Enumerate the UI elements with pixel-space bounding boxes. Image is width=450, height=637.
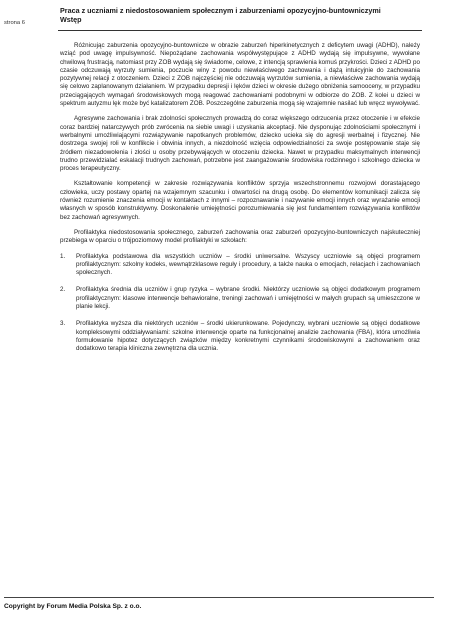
- list-text: Profilaktyka wyższa dla niektórych uczniów – środki ukierunkowane. Pojedynczy, wybrani uczniowie są objęci dodatkowe kompleksowymi oddziaływaniami: szkolne interwencje oparte na funkcjonalnej analizie zachowania (FBA), która umożliwia formułowanie hipotez dotyczących związków między konkretnymi czynnikami środowiskowymi a zachowaniem oraz dodatkowo terapia kliniczna zewnętrzna dla ucznia.: [76, 320, 420, 353]
- section-title: Wstęp: [60, 15, 82, 24]
- list-text: Profilaktyka średnia dla uczniów i grup ryzyka – wybrane środki. Niektórzy uczniowie są objęci dodatkowym programem profilaktycznym: klasowe interwencje behawioralne, treningi zachowań i umiejętności w małych grupach są umieszczone w planie lekcji.: [76, 286, 420, 311]
- list-text: Profilaktyka podstawowa dla wszystkich uczniów – środki uniwersalne. Wszyscy uczniowie są objęci programem profilaktycznym: szkolny kodeks, wewnątrzklasowe reguły i procedury, a także nauka o emocjach, relacjach i zachowaniach społecznych.: [76, 252, 420, 277]
- paragraph-1: Różnicując zaburzenia opozycyjno-buntownicze w obrazie zaburzeń hiperkinetycznych z deficytem uwagi (ADHD), należy wziąć pod uwagę impulsywność. Niepożądane zachowania współwystępujące z ADHD wydają się impulsywne, wywołane chwilową frustracją, natomiast przy ZOB wydają się świadome, celowe, z intencją sprawienia komuś przykrości. Dzieci z ADHD po czasie odczuwają wyrzuty sumienia, poczucie winy z powodu niewłaściwego zachowania i dążą intuicyjnie do zachowania pozytywnej relacji z otoczeniem. Dzieci z ZOB najczęściej nie odczuwają wyrzutów sumienia, a niewłaściwe zachowania wydają się celowo zaplanowanym działaniem. W przypadku depresji i lęków dzieci w okresie dużego obniżenia samooceny, w przypadku przeciągających wymagań środowiskowych mogą reagować zachowaniami podobnymi w odbiorze do ZOB. Z kolei u dzieci w spektrum autyzmu lęk może być katalizatorem ZOB. Poszczególne zaburzenia mogą się wzajemnie nasilać lub wręcz wywoływać.: [60, 42, 420, 108]
- prevention-levels-list: [60, 253, 420, 354]
- list-number: 1.: [60, 252, 66, 260]
- paragraph-2: Agresywne zachowania i brak zdolności społecznych prowadzą do coraz większego odrzucenia przez otoczenie i w efekcie coraz bardziej natarczywych prób zwrócenia na siebie uwagi i uzyskania akceptacji. Nie dysponując zdolnościami społecznymi i werbalnymi umożliwiającymi rozwiązywanie napotkanych problemów, dziecko ucieka się do agresji werbalnej i fizycznej. Nie dostrzega swojej roli w konflikcie i obwinia innych, a niezdolność wzięcia odpowiedzialności za swoje postępowanie staje się źródłem niezadowolenia i złości u osoby przebywających w otoczeniu dziecka. Nawet w przypadku maksymalnych interwencji trudno przewidzialać eskalacji trudnych zachowań, potrzebne jest zaangażowanie środowiska rodzinnego i szkolnego dziecka w proces terapeutyczny.: [60, 115, 420, 173]
- list-item: [60, 320, 420, 353]
- list-number: 3.: [60, 320, 66, 328]
- list-item: [60, 253, 420, 278]
- copyright-footer: Copyright by Forum Media Polska Sp. z o.o.: [4, 603, 142, 610]
- header-titles: [60, 6, 420, 24]
- paragraph-3: Kształtowanie kompetencji w zakresie rozwiązywania konfliktów sprzyja wszechstronnemu rozwojowi dorastającego człowieka, uczy postawy opartej na wzajemnym szacunku i otwartości na drugą osobę. Do elementów komunikacji zalicza się również rozumienie znaczenia emocji w kontaktach z innymi – rozpoznawanie i nazywanie emocji innych oraz wyrażanie emocji własnych w sposób konstruktywny. Doskonalenie umiejętności porozumiewania się jest fundamentem rozwiązywania konfliktów bez zachowań agresywnych.: [60, 180, 420, 221]
- paragraph-4: Profilaktyka niedostosowania społecznego, zaburzeń zachowania oraz zaburzeń opozycyjno-buntowniczych najskuteczniej przebiega w oparciu o trójpoziomowy model profilaktyki w szkołach:: [60, 228, 420, 245]
- page-number-label: strona 6: [4, 20, 25, 26]
- document-title: Praca z uczniami z niedostosowaniem społecznym i zaburzeniami opozycyjno-buntowniczymi: [60, 6, 381, 15]
- header-divider: [58, 30, 422, 31]
- footer-divider: [4, 597, 434, 598]
- list-item: [60, 286, 420, 311]
- list-number: 2.: [60, 286, 66, 294]
- main-content: [60, 42, 420, 363]
